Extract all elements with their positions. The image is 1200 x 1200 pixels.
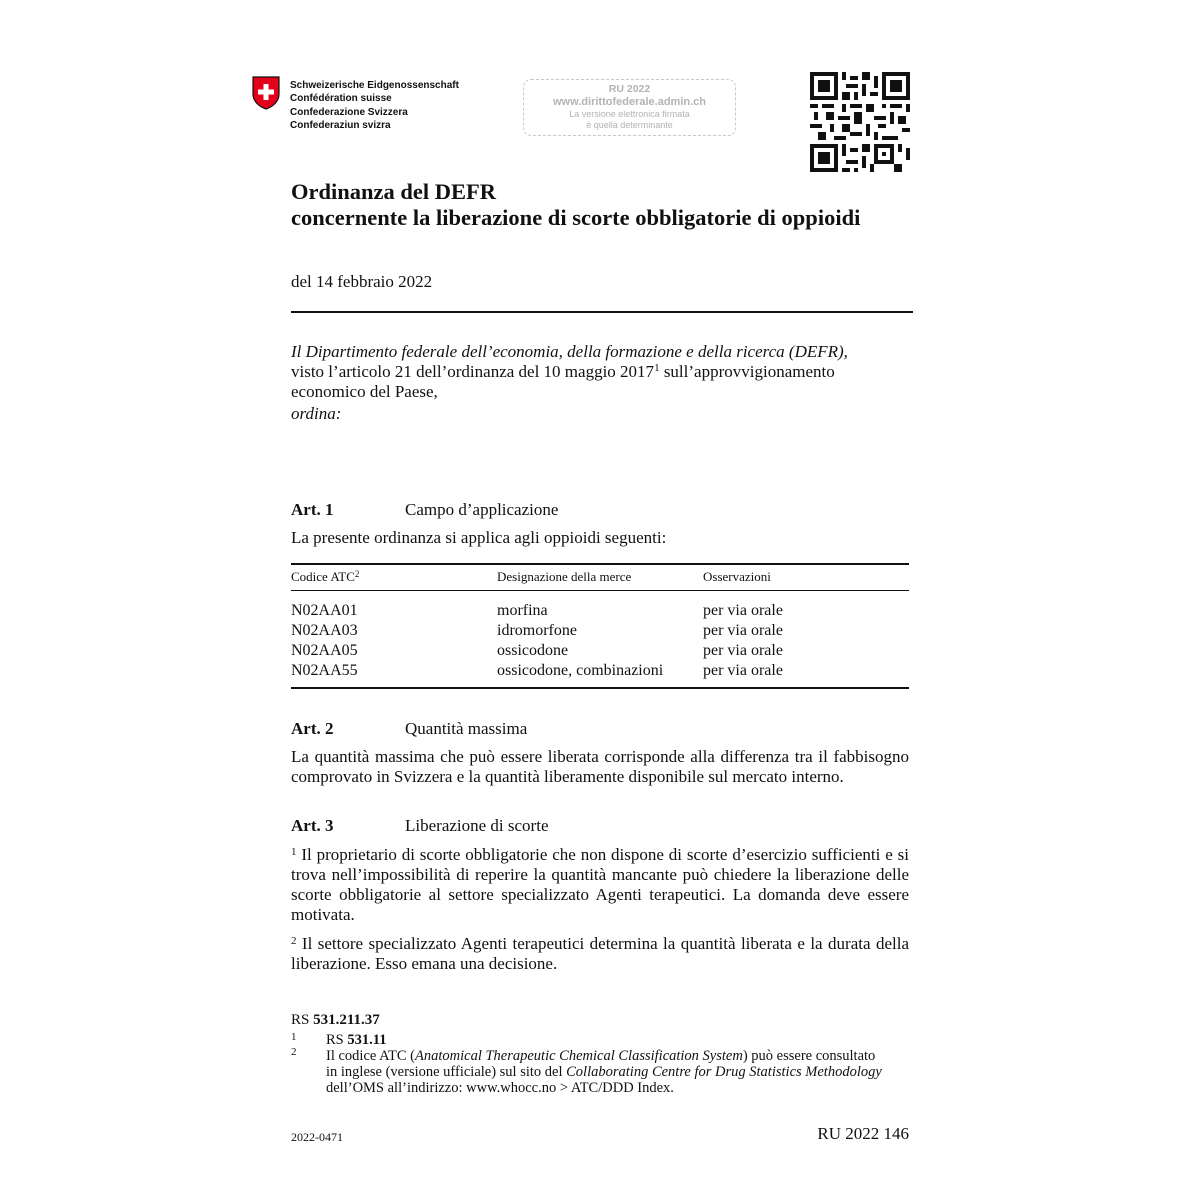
table-cell-designation: idromorfone <box>497 622 577 639</box>
table-bottom-rule <box>291 687 909 689</box>
article-3-number: Art. 3 <box>291 816 334 835</box>
rs-number <box>291 1012 380 1029</box>
footnote-1-prefix: RS <box>326 1032 348 1048</box>
table-cell-atc: N02AA05 <box>291 642 358 659</box>
document-title <box>291 179 860 231</box>
preamble-basis-text-cont: sull’approvvigionamento economico del Paese, <box>291 362 835 401</box>
footnote-2-part: Il codice ATC ( <box>326 1048 415 1064</box>
article-2-text: La quantità massima che può essere liberata corrisponde alla differenza tra il fabbisogno comprovato in Svizzera e la quantità liberamente disponibile sul mercato interno. <box>291 747 909 786</box>
footnote-2-number: 2 <box>291 1046 297 1058</box>
footnote-2-part: Collaborating Centre for Drug Statistics Methodology <box>566 1064 882 1080</box>
table-cell-remarks: per via orale <box>703 622 783 639</box>
confederation-name-it: Confederazione Svizzera <box>290 106 408 118</box>
footnote-2-text <box>326 1048 886 1096</box>
footnote-1-ref[interactable]: 531.11 <box>347 1032 387 1048</box>
preamble-basis-text: visto l’articolo 21 dell’ordinanza del 10 maggio 2017 <box>291 362 655 381</box>
confederation-name-fr: Confédération suisse <box>290 93 392 105</box>
document-id: 2022-0471 <box>291 1130 343 1144</box>
article-1-number: Art. 1 <box>291 500 334 519</box>
article-1-heading <box>291 500 558 520</box>
table-header-rule <box>291 590 909 591</box>
table-header-atc <box>291 569 359 585</box>
article-3-paragraph-1 <box>291 845 909 925</box>
paragraph-number: 1 <box>291 846 297 858</box>
table-cell-remarks: per via orale <box>703 602 783 619</box>
confederation-name-rm: Confederaziun svizra <box>290 120 391 132</box>
title-line-2: concernente la liberazione di scorte obbligatorie di oppioidi <box>291 205 861 230</box>
preamble-ordina: ordina: <box>291 404 342 423</box>
footnote-ref-1[interactable]: 1 <box>654 362 660 374</box>
rs-value: 531.211.37 <box>313 1012 380 1028</box>
footnote-1-number: 1 <box>291 1031 297 1043</box>
paragraph-number: 2 <box>291 935 297 947</box>
title-line-1: Ordinanza del DEFR <box>291 179 497 204</box>
confederation-names <box>290 79 459 133</box>
rs-prefix: RS <box>291 1012 314 1028</box>
footnote-2-part: Anatomical Therapeutic Chemical Classification System <box>415 1048 743 1064</box>
table-cell-atc: N02AA03 <box>291 622 358 639</box>
article-3-heading <box>291 816 549 836</box>
table-cell-designation: ossicodone <box>497 642 569 659</box>
footnote-1-text <box>326 1032 386 1048</box>
article-2-heading <box>291 719 527 739</box>
paragraph-text: Il proprietario di scorte obbligatorie che non dispone di scorte d’esercizio sufficienti e si trova nell’impossibilità di reperire la quantità mancante può chiedere la liberazione delle scorte obbligatorie al settore specializzato Agenti terapeutici. La domanda deve essere motivata. <box>291 845 909 924</box>
table-header-remarks: Osservazioni <box>703 569 771 584</box>
confederation-name-de: Schweizerische Eidgenossenschaft <box>290 80 459 91</box>
stamp-line-2: www.dirittofederale.admin.ch <box>552 96 706 108</box>
table-cell-atc: N02AA55 <box>291 662 358 679</box>
footnote-2-part: dell’OMS all’indirizzo: www.whocc.no > ATC/DDD Index. <box>326 1080 674 1096</box>
stamp-line-4: è quella determinante <box>586 120 673 130</box>
table-top-rule <box>291 563 909 565</box>
article-3-title: Liberazione di scorte <box>405 816 549 835</box>
article-2-title: Quantità massima <box>405 719 528 738</box>
table-cell-remarks: per via orale <box>703 642 783 659</box>
article-1-text: La presente ordinanza si applica agli oppioidi seguenti: <box>291 528 667 547</box>
table-cell-designation: ossicodone, combinazioni <box>497 662 664 679</box>
preamble-authority: Il Dipartimento federale dell’economia, della formazione e della ricerca (DEFR), <box>291 342 848 361</box>
header-divider <box>291 311 913 313</box>
table-header-designation: Designazione della merce <box>497 569 632 584</box>
preamble-basis <box>291 362 913 402</box>
table-cell-remarks: per via orale <box>703 662 783 679</box>
article-2-number: Art. 2 <box>291 719 334 738</box>
stamp-line-1: RU 2022 <box>608 83 651 95</box>
preamble <box>291 342 913 424</box>
table-cell-designation: morfina <box>497 602 548 619</box>
swiss-crest-icon <box>252 76 280 110</box>
paragraph-text: Il settore specializzato Agenti terapeutici determina la quantità liberata e la durata della liberazione. Esso emana una decisione. <box>291 934 909 973</box>
article-3-paragraph-2 <box>291 934 909 974</box>
table-cell-atc: N02AA01 <box>291 602 358 619</box>
article-1-title: Campo d’applicazione <box>405 500 559 519</box>
document-date: del 14 febbraio 2022 <box>291 272 433 291</box>
footnote-ref-2[interactable]: 2 <box>354 569 360 579</box>
qr-code-icon <box>810 72 910 172</box>
official-publication-stamp <box>523 79 736 136</box>
table-header-atc-label: Codice ATC <box>291 569 355 584</box>
publication-reference: RU 2022 146 <box>817 1124 909 1143</box>
footnote-2-part: ) può essere consultato in inglese (versione ufficiale) sul sito del <box>326 1048 876 1080</box>
stamp-line-3: La versione elettronica firmata <box>569 109 690 119</box>
